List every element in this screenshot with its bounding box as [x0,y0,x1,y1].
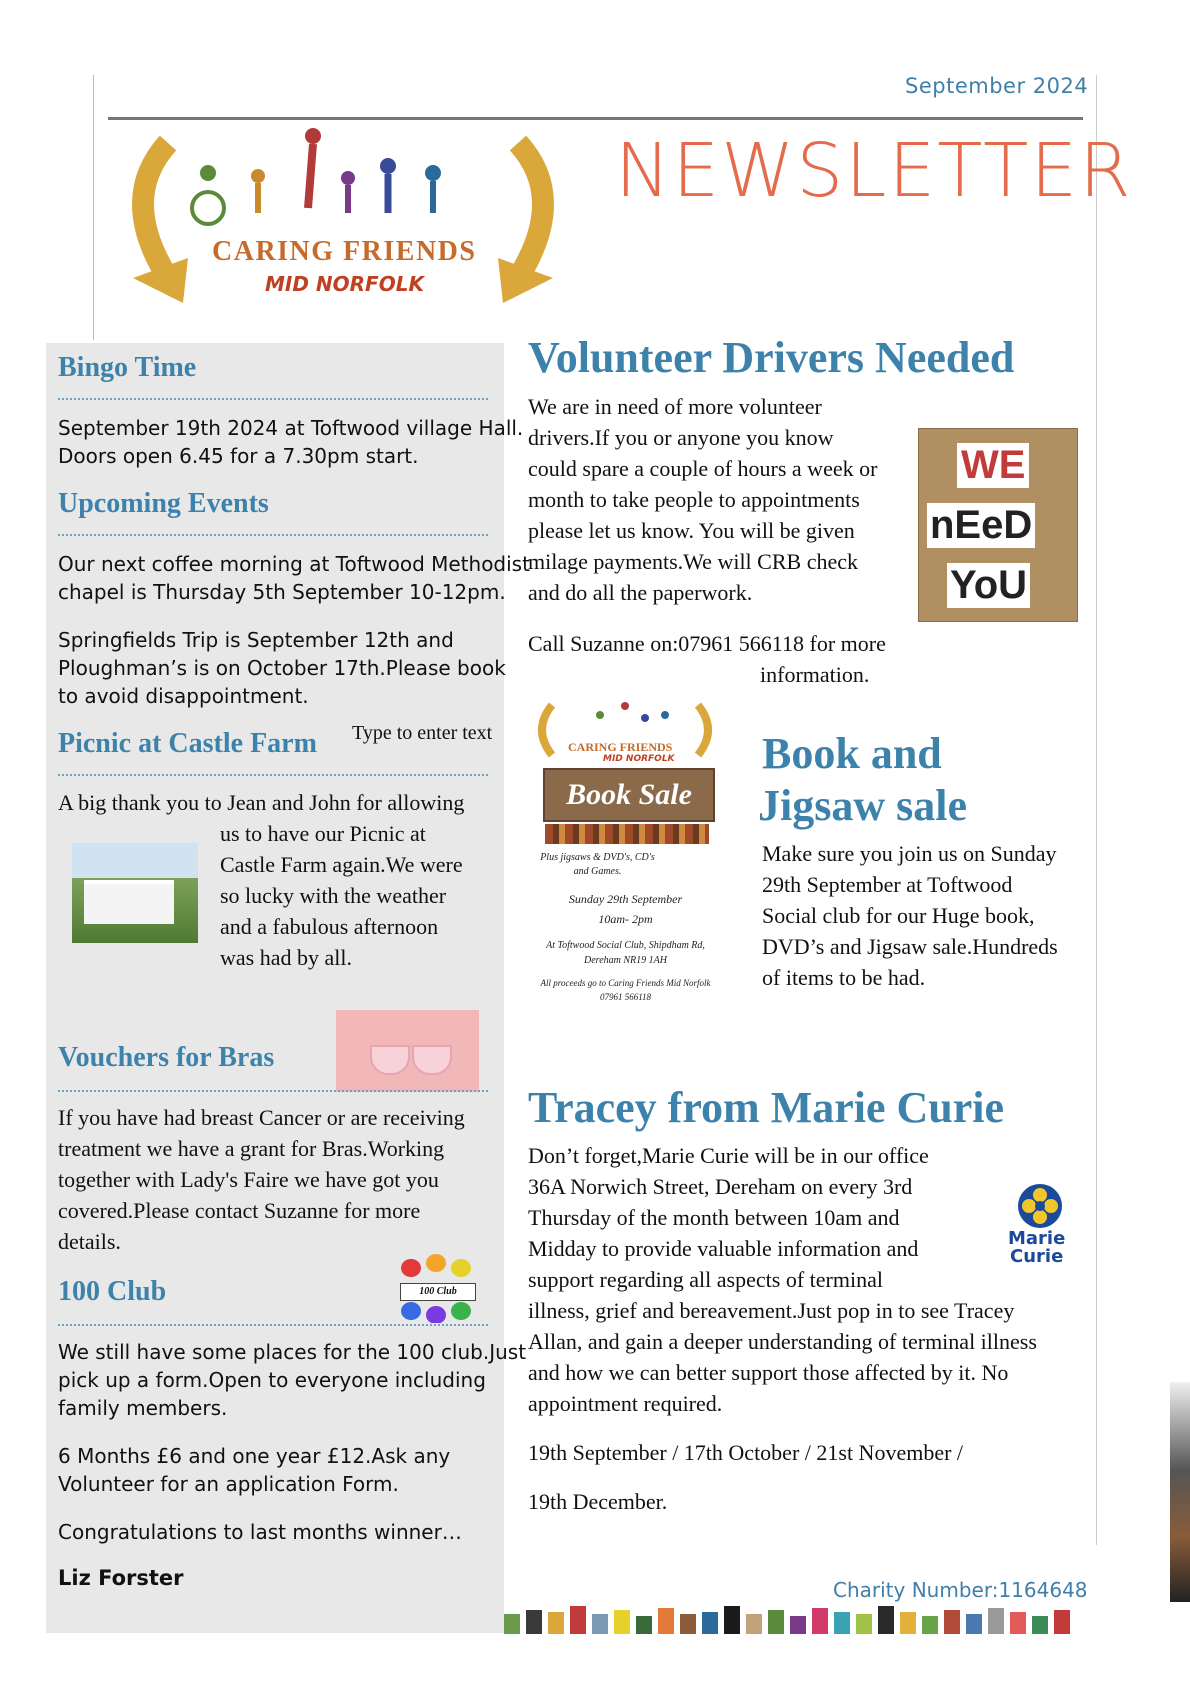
curie-heading: Tracey from Marie Curie [528,1083,1005,1132]
book-line-3: Social club for our Huge book, [762,903,1035,928]
charity-number: Charity Number:1164648 [833,1578,1088,1602]
club-p1-line-2: pick up a form.Open to everyone including [58,1368,486,1392]
vouchers-line-1: If you have had breast Cancer or are receiving [58,1105,465,1130]
club-p1-line-3: family members. [58,1396,228,1420]
book-line-4: DVD’s and Jigsaw sale.Hundreds [762,934,1058,959]
curie-dates-1: 19th September / 17th October / 21st November / [528,1440,964,1465]
book-line-2: 29th September at Toftwood [762,872,1013,897]
poster-line-8: 07961 566118 [599,992,652,1002]
drivers-line-2: drivers.If you or anyone you know [528,425,834,450]
club-p2-line-1: 6 Months £6 and one year £12.Ask any [58,1444,451,1468]
curie-line-4: Midday to provide valuable information and [528,1236,919,1261]
book-line-1: Make sure you join us on Sunday [762,841,1057,866]
coloured-pencils-border [504,1600,1084,1634]
we-need-word-1: WE [957,443,1029,488]
club-heading: 100 Club [58,1276,167,1307]
poster-line-5: At Toftwood Social Club, Shipdham Rd, [546,940,705,951]
we-need-you-image [918,428,1078,622]
vouchers-line-4: covered.Please contact Suzanne for more [58,1198,421,1223]
poster-logo-title: CARING FRIENDS [568,740,673,754]
club-winner: Liz Forster [58,1566,184,1590]
left-column-panel [46,343,504,1633]
drivers-call: Call Suzanne on:07961 566118 for more [528,631,886,656]
we-need-word-2: nEeD [927,503,1035,548]
club-p3: Congratulations to last months winner… [58,1520,462,1544]
curie-line-3: Thursday of the month between 10am and [528,1205,900,1230]
drivers-line-3: could spare a couple of hours a week or [528,456,878,481]
book-heading-line-2: Jigsaw sale [758,781,967,830]
picnic-tent [84,880,174,924]
poster-line-4: 10am- 2pm [598,912,653,926]
club-p2-line-2: Volunteer for an application Form. [58,1472,399,1496]
curie-line-2: 36A Norwich Street, Dereham on every 3rd [528,1174,913,1199]
bingo-line-2: Doors open 6.45 for a 7.30pm start. [58,444,419,468]
poster-logo-subtitle: MID NORFOLK [603,754,675,764]
picnic-line-2: us to have our Picnic at [220,821,426,846]
bingo-divider [58,398,488,400]
bingo-line-1: September 19th 2024 at Toftwood village Hall. [58,416,524,440]
drivers-line-6: milage payments.We will CRB check [528,549,858,574]
frame-left-line [93,75,94,340]
picnic-line-6: was had by all. [220,945,352,970]
events-heading: Upcoming Events [58,488,269,519]
curie-line-5: support regarding all aspects of terminal [528,1267,883,1292]
poster-line-1: Plus jigsaws & DVD's, CD's [540,852,655,863]
events-divider [58,534,488,536]
poster-books [545,824,709,844]
vouchers-heading: Vouchers for Bras [58,1042,275,1073]
events-p1-line-2: chapel is Thursday 5th September 10-12pm. [58,580,506,604]
vouchers-line-2: treatment we have a grant for Bras.Working [58,1136,445,1161]
events-p2-line-1: Springfields Trip is September 12th and [58,628,454,652]
logo-subtitle: MID NORFOLK [265,272,424,296]
club-p1-line-1: We still have some places for the 100 club.Just [58,1340,527,1364]
events-p1-line-1: Our next coffee morning at Toftwood Methodist [58,552,530,576]
poster-sign: Book Sale [543,768,715,822]
curie-line-1: Don’t forget,Marie Curie will be in our office [528,1143,929,1168]
newsletter-title: NEWSLETTER [615,128,1133,214]
drivers-line-5: please let us know. You will be given [528,518,855,543]
picnic-line-5: and a fabulous afternoon [220,914,439,939]
picnic-divider [58,774,488,776]
drivers-heading: Volunteer Drivers Needed [528,333,1015,382]
curie-line-6: illness, grief and bereavement.Just pop in to see Tracey [528,1298,1015,1323]
vouchers-line-5: details. [58,1229,121,1254]
events-p2-line-3: to avoid disappointment. [58,684,309,708]
vouchers-divider [58,1090,488,1092]
edge-photo-fragment [1170,1382,1190,1602]
drivers-call-2: information. [760,662,870,687]
poster-line-7: All proceeds go to Caring Friends Mid Norfolk [540,978,711,988]
poster-line-2: and Games. [573,866,622,877]
issue-date: September 2024 [905,74,1089,98]
text-placeholder[interactable]: Type to enter text [352,722,493,744]
logo-title: CARING FRIENDS [212,236,477,267]
vouchers-line-3: together with Lady's Faire we have got you [58,1167,439,1192]
drivers-line-7: and do all the paperwork. [528,580,753,605]
picnic-line-1: A big thank you to Jean and John for allowing [58,790,465,815]
bra-photo [336,1010,479,1092]
events-p2-line-2: Ploughman’s is on October 17th.Please book [58,656,506,680]
book-line-5: of items to be had. [762,965,926,990]
curie-line-7: Allan, and gain a deeper understanding of terminal illness [528,1329,1037,1354]
header-rule [108,117,1083,120]
picnic-heading: Picnic at Castle Farm [58,728,317,759]
club-divider [58,1324,488,1326]
bingo-heading: Bingo Time [58,352,197,383]
marie-logo-line-2: Curie [1010,1246,1064,1267]
poster-line-3: Sunday 29th September [568,892,683,906]
book-heading-line-1: Book and [762,729,942,778]
picnic-line-3: Castle Farm again.We were [220,852,463,877]
we-need-word-3: YoU [947,563,1030,608]
picnic-line-4: so lucky with the weather [220,883,447,908]
club-image-label: 100 Club [400,1283,476,1301]
curie-line-9: appointment required. [528,1391,723,1416]
poster-line-6: Dereham NR19 1AH [584,955,667,966]
drivers-line-4: month to take people to appointments [528,487,860,512]
curie-line-8: and how we can better support those affected by it. No [528,1360,1009,1385]
frame-right-line [1096,75,1097,1545]
curie-dates-2: 19th December. [528,1489,668,1514]
marie-logo-line-1: Marie [1008,1228,1066,1249]
drivers-line-1: We are in need of more volunteer [528,394,822,419]
